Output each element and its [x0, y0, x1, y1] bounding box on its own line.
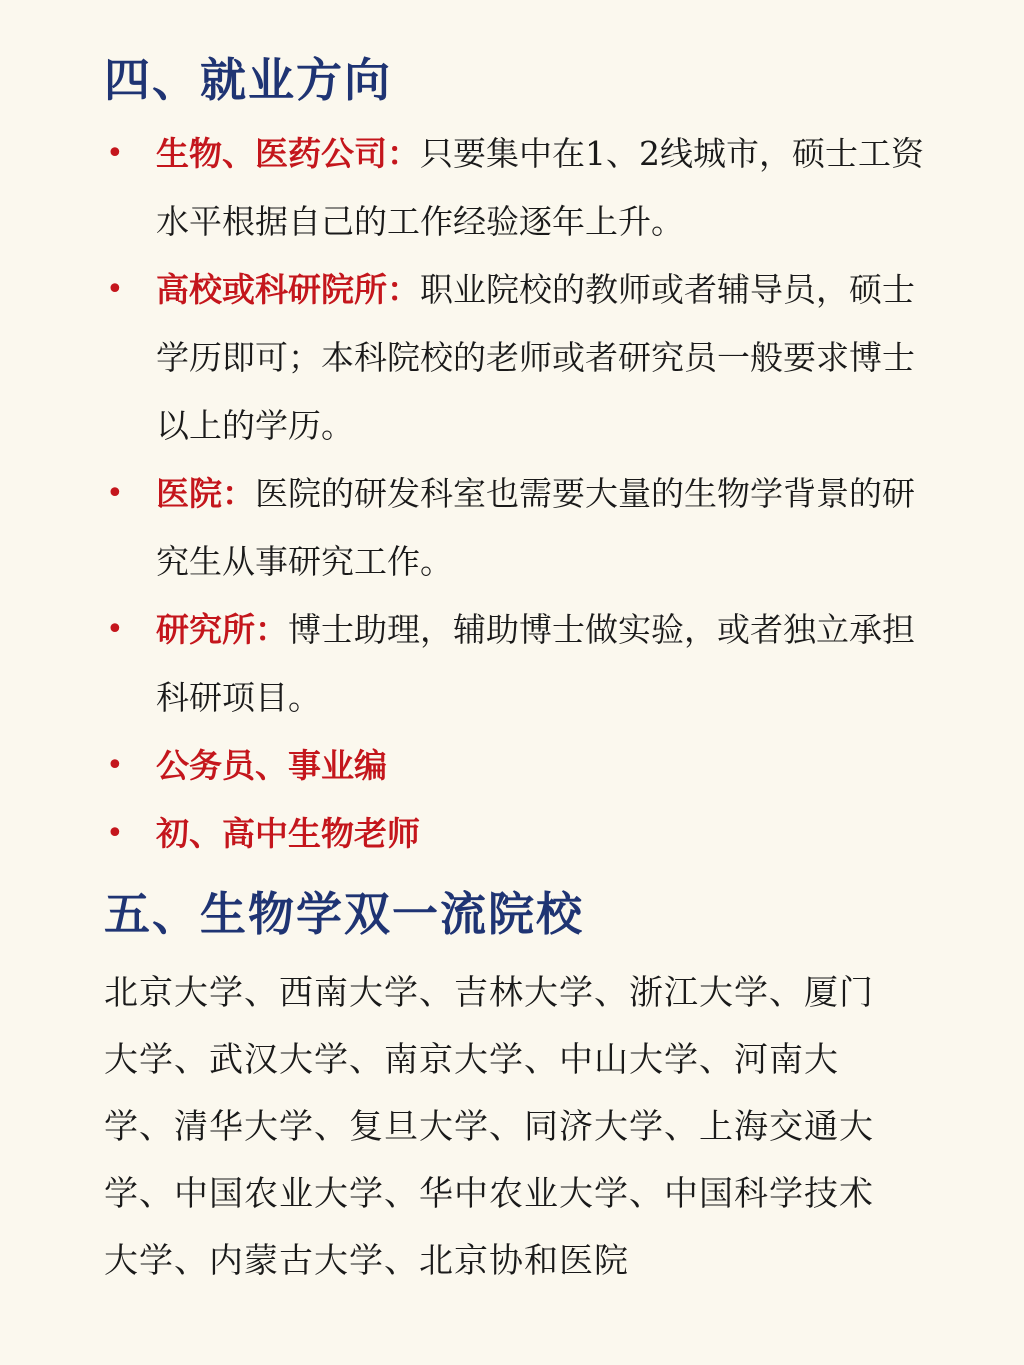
- bullet-label: 初、高中生物老师: [156, 814, 420, 853]
- list-item: [104, 732, 946, 800]
- section-title-employment: 四、就业方向: [104, 53, 392, 107]
- university-list-text: 北京大学、西南大学、吉林大学、浙江大学、厦门大学、武汉大学、南京大学、中山大学、河南大学、清华大学、复旦大学、同济大学、上海交通大学、中国农业大学、华中农业大学、中国科学技术大学、内蒙古大学、北京协和医院: [104, 973, 874, 1281]
- list-item: [104, 120, 946, 256]
- list-item: [104, 800, 946, 868]
- bullet-text: 博士助理，辅助博士做实验，或者独立承担科研项目。: [156, 610, 915, 717]
- bullet-label: 医院：: [156, 474, 255, 513]
- bullet-label: 生物、医药公司：: [156, 134, 420, 173]
- bullet-icon: •: [106, 748, 124, 783]
- bullet-icon: •: [106, 476, 124, 511]
- list-item: [104, 256, 946, 460]
- bullet-text: 医院的研发科室也需要大量的生物学背景的研究生从事研究工作。: [156, 474, 915, 581]
- bullet-icon: •: [106, 272, 124, 307]
- section-title-universities: 五、生物学双一流院校: [104, 887, 584, 941]
- bullet-text: 职业院校的教师或者辅导员，硕士学历即可；本科院校的老师或者研究员一般要求博士以上的学历。: [156, 270, 915, 445]
- bullet-label: 公务员、事业编: [156, 746, 387, 785]
- list-item: [104, 460, 946, 596]
- bullet-icon: •: [106, 816, 124, 851]
- bullet-text: 只要集中在1、2线城市，硕士工资水平根据自己的工作经验逐年上升。: [156, 134, 924, 241]
- list-item: [104, 596, 946, 732]
- bullet-label: 高校或科研院所：: [156, 270, 420, 309]
- bullet-icon: •: [106, 612, 124, 647]
- employment-list: [104, 120, 964, 868]
- bullet-label: 研究所：: [156, 610, 288, 649]
- bullet-icon: •: [106, 136, 124, 171]
